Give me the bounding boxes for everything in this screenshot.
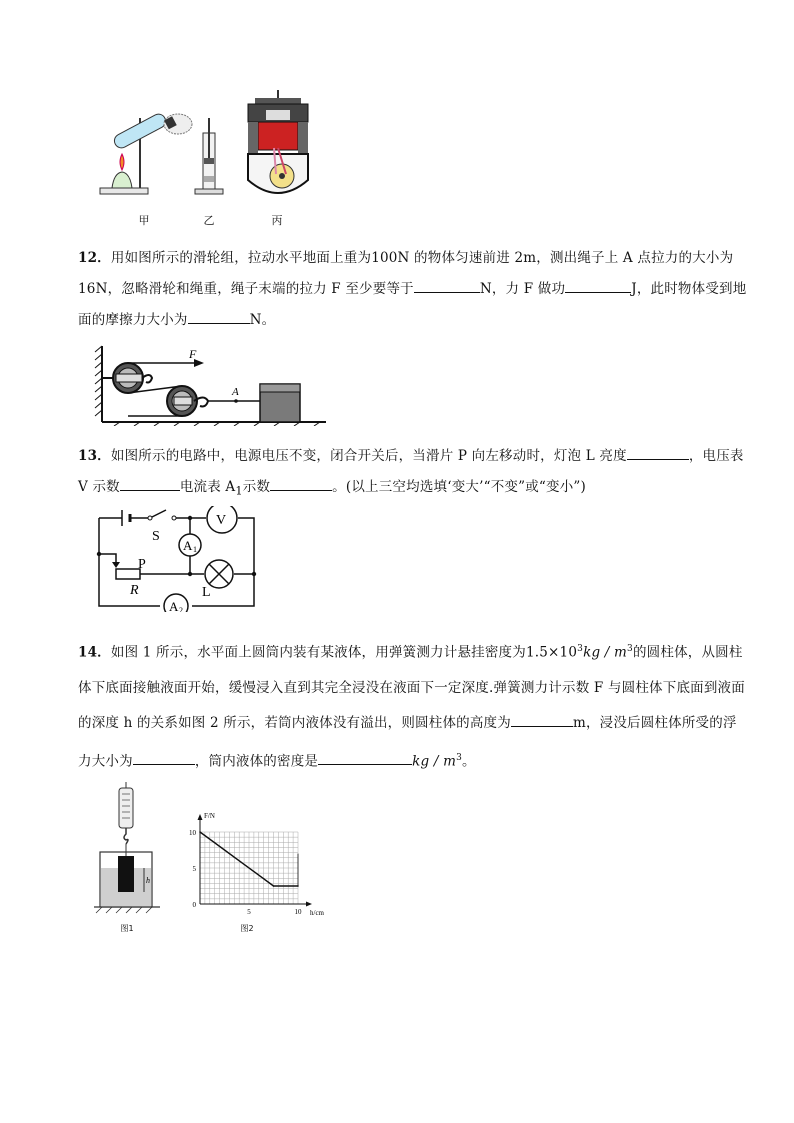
subscript: 1	[235, 484, 243, 498]
figure-bing	[248, 90, 308, 193]
figure-circuit	[94, 506, 264, 612]
question-text: 示数	[242, 479, 271, 495]
x-axis-arrow	[306, 902, 312, 907]
y-axis-arrow	[198, 814, 203, 820]
question-text: 。(以上三空均选填‘变大’“不变”或“变小”)	[332, 479, 586, 495]
data-point	[297, 885, 299, 887]
answer-blank[interactable]	[511, 712, 573, 727]
question-number: 13．	[78, 448, 111, 464]
question-14	[78, 632, 750, 779]
point-label-A: A	[232, 386, 239, 398]
data-point	[199, 831, 201, 833]
question-text: 。	[462, 753, 476, 769]
question-text: J，此时物体受到地面的摩擦力大小为	[78, 281, 747, 328]
voltmeter-label: V	[216, 513, 227, 528]
density-unit: kg / m	[583, 644, 628, 661]
lamp-label: L	[202, 585, 211, 600]
question-text: ，电压表 V 示数	[78, 448, 744, 495]
question-text: m，浸没后圆柱体所受的浮力大小为	[78, 714, 737, 769]
ammeter-a2-sub: 2	[179, 606, 183, 612]
y-tick-label: 10	[189, 829, 196, 837]
figure-pulley-system	[94, 344, 334, 426]
y-axis-label: F/N	[204, 812, 215, 820]
question-text: N，力 F 做功	[479, 281, 566, 297]
slider-label: P	[138, 557, 146, 572]
answer-blank[interactable]	[318, 750, 412, 765]
figure-yi	[195, 118, 223, 194]
answer-blank[interactable]	[120, 476, 180, 491]
answer-blank[interactable]	[270, 476, 332, 491]
question-number: 12．	[78, 250, 111, 266]
caption-jia: 甲	[138, 214, 150, 227]
answer-blank[interactable]	[188, 309, 250, 324]
density-unit: kg / m	[412, 753, 457, 769]
switch-label: S	[152, 529, 160, 544]
data-point	[273, 885, 275, 887]
force-label-F: F	[189, 347, 197, 361]
answer-blank[interactable]	[565, 278, 631, 293]
caption-bing: 丙	[271, 214, 283, 227]
ammeter-a1-label: A	[183, 538, 193, 553]
unit-exponent: 3	[456, 752, 463, 763]
question-text: 的圆柱体，从圆柱体下底面接触液面开始，缓慢浸入直到其完全浸没在液面下一定深度.弹簧测力计示数 F 与圆柱体下底面到液面的深度 h 的关系如图 2 所示，若筒内液体没有溢出，则圆柱体的高度为	[78, 644, 745, 731]
question-text: ，筒内液体的密度是	[194, 753, 319, 769]
x-axis-label: h/cm	[310, 909, 324, 917]
figure-2-chart	[180, 800, 340, 920]
figure-heat-engines	[90, 88, 310, 206]
ammeter-a1-sub: 1	[193, 545, 197, 554]
x-tick-label: 10	[294, 908, 302, 916]
figure-jia	[100, 112, 192, 194]
question-number: 14．	[78, 644, 111, 661]
question-text: 用如图所示的滑轮组，拉动水平地面上重为100N 的物体匀速前进 2m，测出绳子上 A 点拉力的大小为 16N，忽略滑轮和绳重，绳子末端的拉力 F 至少要等于	[78, 250, 734, 297]
question-text: 如图 1 所示，水平面上圆筒内装有某液体，用弹簧测力计悬挂密度为	[110, 644, 526, 661]
question-12	[78, 243, 750, 336]
answer-blank[interactable]	[133, 750, 195, 765]
density-value: 1.5×10	[525, 644, 578, 661]
rheostat-label: R	[130, 583, 139, 598]
figure-1-caption: 图1	[120, 924, 134, 933]
figure-2-caption: 图2	[240, 924, 254, 933]
figure-1-spring-scale	[94, 782, 164, 914]
answer-blank[interactable]	[627, 445, 689, 460]
y-tick-label: 0	[192, 901, 196, 909]
y-tick-label: 5	[192, 865, 196, 873]
x-tick-label: 5	[247, 908, 251, 916]
unit-exponent: 3	[627, 644, 633, 654]
caption-yi: 乙	[203, 214, 215, 227]
question-text: 如图所示的电路中，电源电压不变，闭合开关后，当滑片 P 向左移动时，灯泡 L 亮度	[110, 448, 627, 464]
ammeter-a2-label: A	[169, 599, 179, 612]
density-exponent: 3	[577, 644, 584, 654]
question-13	[78, 441, 750, 507]
question-text: 电流表 A	[179, 479, 236, 495]
depth-label-h: h	[146, 876, 150, 885]
question-text: N。	[249, 312, 276, 328]
answer-blank[interactable]	[414, 278, 480, 293]
